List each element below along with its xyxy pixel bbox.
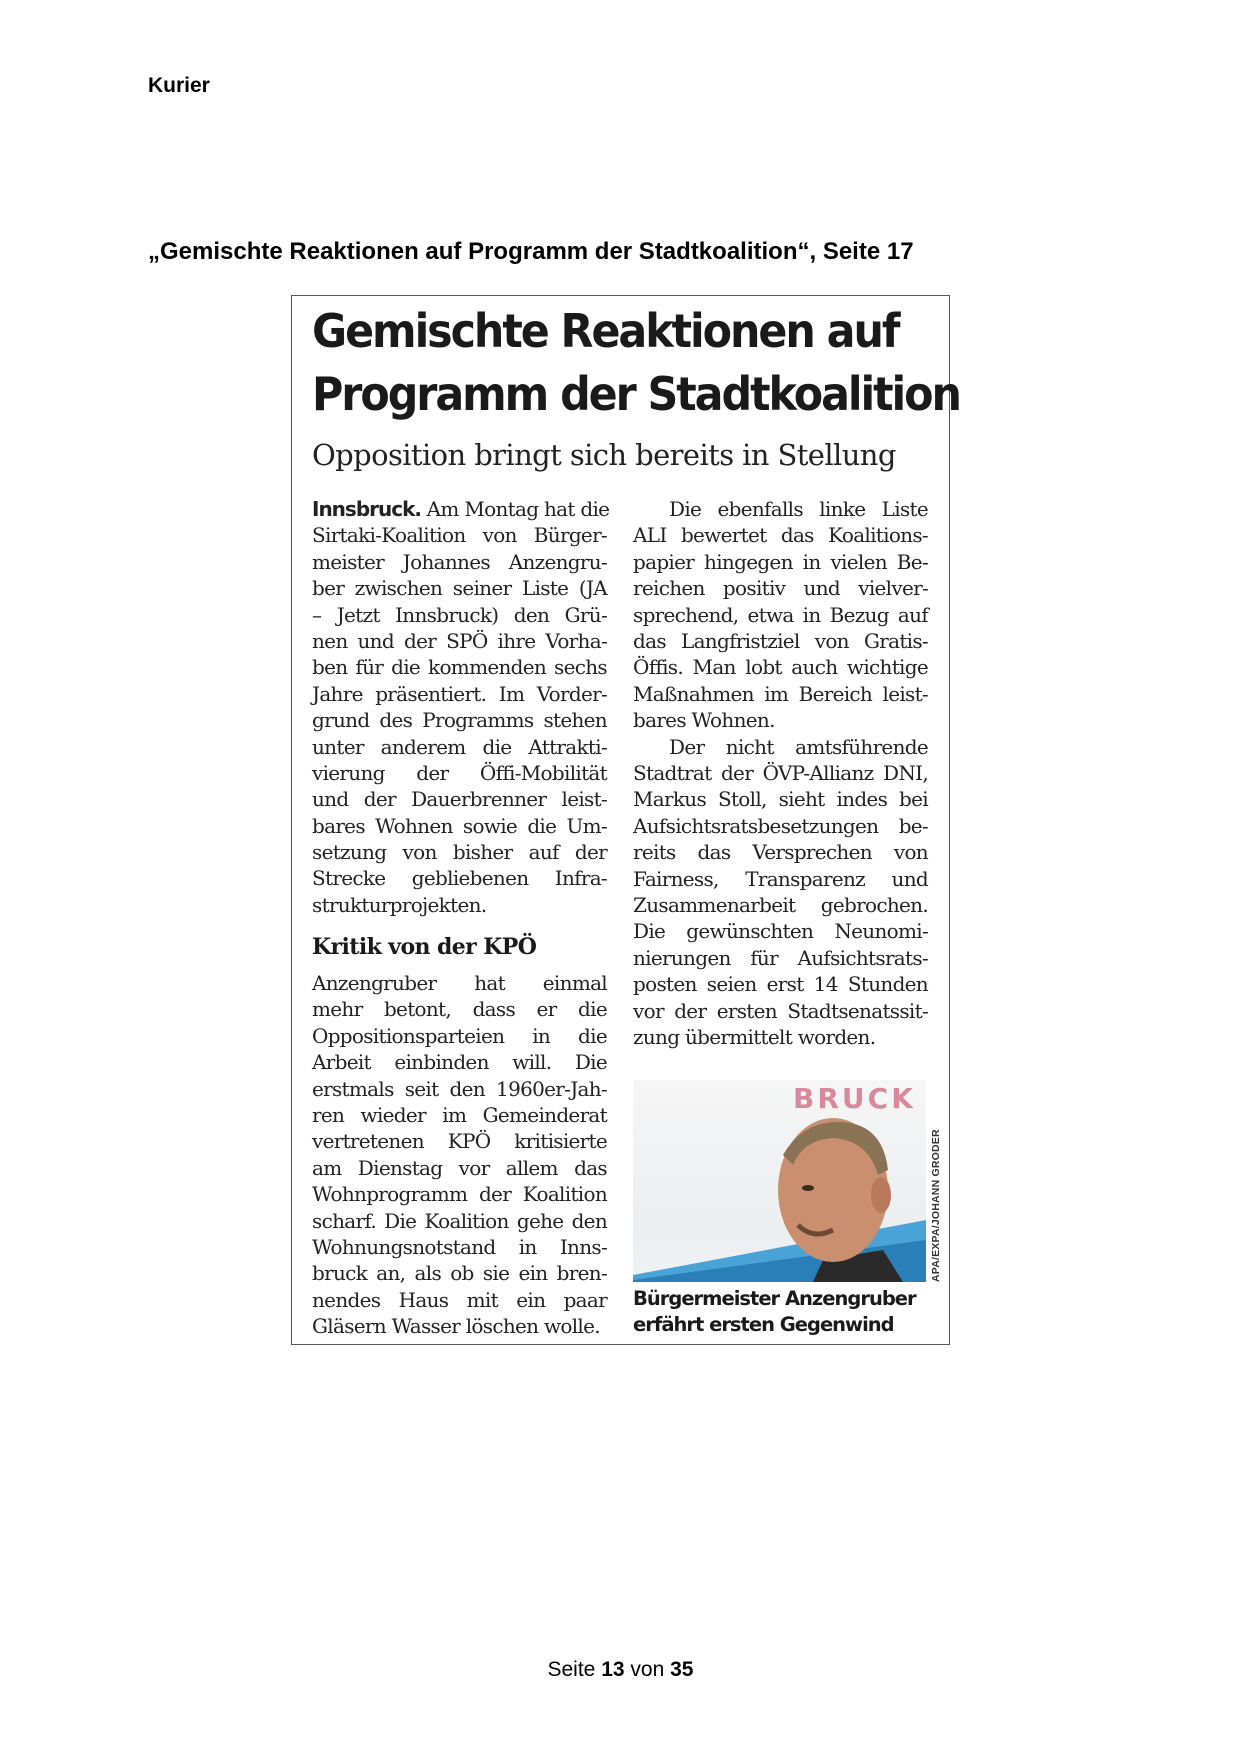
text-line: – Jetzt Innsbruck) den Grü- <box>312 602 607 627</box>
text-line: grund des Programms stehen <box>312 708 607 733</box>
footer-page-number: 13 <box>601 1658 625 1681</box>
text-line: nen und der SPÖ ihre Vorha- <box>312 628 607 653</box>
text-line: vierung der Öffi-Mobilität <box>312 760 607 785</box>
text-line: Die gewünschten Neunomi- <box>633 919 928 944</box>
text-line: Zusammenarbeit gebrochen. <box>633 892 928 917</box>
subheadline: Opposition bringt sich bereits in Stellung <box>312 438 896 472</box>
left-column-paragraph-1 <box>312 496 610 918</box>
text-line: das Langfristziel von Gratis- <box>633 628 928 653</box>
text-line: nierungen für Aufsichtsrats- <box>633 945 928 970</box>
right-column-paragraph-1 <box>633 496 928 734</box>
text-line: sprechend, etwa in Bezug auf <box>633 602 928 627</box>
text-line: setzung von bisher auf der <box>312 840 607 865</box>
text-line: erstmals seit den 1960er-Jah- <box>312 1076 607 1101</box>
text-line: Wohnprogramm der Koalition <box>312 1182 607 1207</box>
text-line: vor der ersten Stadtsenatssit- <box>633 998 928 1023</box>
text-line: vertretenen KPÖ kritisierte <box>312 1129 607 1154</box>
text-line: Der nicht amtsführende <box>669 734 928 759</box>
text-line: bares Wohnen sowie die Um- <box>312 813 607 838</box>
page-footer <box>0 1658 1241 1682</box>
text-line: ber zwischen seiner Liste (JA <box>312 576 607 601</box>
text-line: Wohnungsnotstand in Inns- <box>312 1234 607 1259</box>
text-line: am Dienstag vor allem das <box>312 1155 607 1180</box>
text-line: Sirtaki-Koalition von Bürger- <box>312 523 607 548</box>
footer-mid: von <box>630 1658 665 1681</box>
text-line: papier hingegen in vielen Be- <box>633 549 928 574</box>
headline-line-1: Gemischte Reaktionen auf <box>312 304 899 358</box>
text-line: Strecke gebliebenen Infra- <box>312 866 607 891</box>
footer-prefix: Seite <box>547 1658 596 1681</box>
text-line: Maßnahmen im Bereich leist- <box>633 681 928 706</box>
text-line: und der Dauerbrenner leist- <box>312 787 607 812</box>
text-line: mehr betont, dass er die <box>312 997 607 1022</box>
right-column-paragraph-2 <box>633 734 928 1051</box>
text-line: Aufsichtsratsbesetzungen be- <box>633 813 928 838</box>
source-name: Kurier <box>148 74 210 97</box>
footer-total-pages: 35 <box>670 1658 694 1681</box>
photo-sign-text: BRUCK <box>793 1082 916 1115</box>
text-line: reits das Versprechen von <box>633 840 928 865</box>
text-line: ren wieder im Gemeinderat <box>312 1102 607 1127</box>
portrait-image <box>633 1080 926 1282</box>
dateline: Innsbruck. <box>312 497 421 521</box>
left-column-paragraph-2 <box>312 970 607 1339</box>
caption-line-2: erfährt ersten Gegenwind <box>633 1313 894 1336</box>
text-line: zung übermittelt worden. <box>633 1024 876 1049</box>
text-line-content: Am Montag hat die <box>426 497 610 521</box>
text-line: Stadtrat der ÖVP-Allianz DNI, <box>633 760 928 785</box>
text-line: scharf. Die Koalition gehe den <box>312 1208 607 1233</box>
subheading: Kritik von der KPÖ <box>312 934 537 960</box>
text-line: Die ebenfalls linke Liste <box>669 497 928 521</box>
document-title: „Gemischte Reaktionen auf Programm der Stadtkoalition“, Seite 17 <box>148 238 914 265</box>
text-line: Anzengruber hat einmal <box>312 971 607 995</box>
text-line: strukturprojekten. <box>312 892 487 917</box>
text-line <box>312 496 610 522</box>
text-line: Gläsern Wasser löschen wolle. <box>312 1314 600 1339</box>
text-line: reichen positiv und vielver- <box>633 576 928 601</box>
text-line: posten seien erst 14 Stunden <box>633 972 928 997</box>
text-line: Arbeit einbinden will. Die <box>312 1050 607 1075</box>
text-line: Oppositionsparteien in die <box>312 1023 607 1048</box>
text-line: Markus Stoll, sieht indes bei <box>633 787 928 812</box>
text-line: Fairness, Transparenz und <box>633 866 928 891</box>
caption-line-1: Bürgermeister Anzengruber <box>633 1287 916 1310</box>
text-line: unter anderem die Attrakti- <box>312 734 607 759</box>
text-line: Jahre präsentiert. Im Vorder- <box>312 681 607 706</box>
text-line: ben für die kommenden sechs <box>312 655 607 680</box>
text-line: meister Johannes Anzengru- <box>312 549 607 574</box>
text-line: nendes Haus mit ein paar <box>312 1287 607 1312</box>
photo-caption <box>633 1286 916 1338</box>
text-line: bares Wohnen. <box>633 708 775 733</box>
headline-line-2: Programm der Stadtkoalition <box>312 367 960 421</box>
photo-mayor <box>633 1080 926 1282</box>
photo-credit: APA/EXPA/JOHANN GRODER <box>930 1129 942 1282</box>
text-line: Öffis. Man lobt auch wichtige <box>633 655 928 680</box>
text-line: ALI bewertet das Koalitions- <box>633 523 928 548</box>
text-line: bruck an, als ob sie ein bren- <box>312 1261 607 1286</box>
